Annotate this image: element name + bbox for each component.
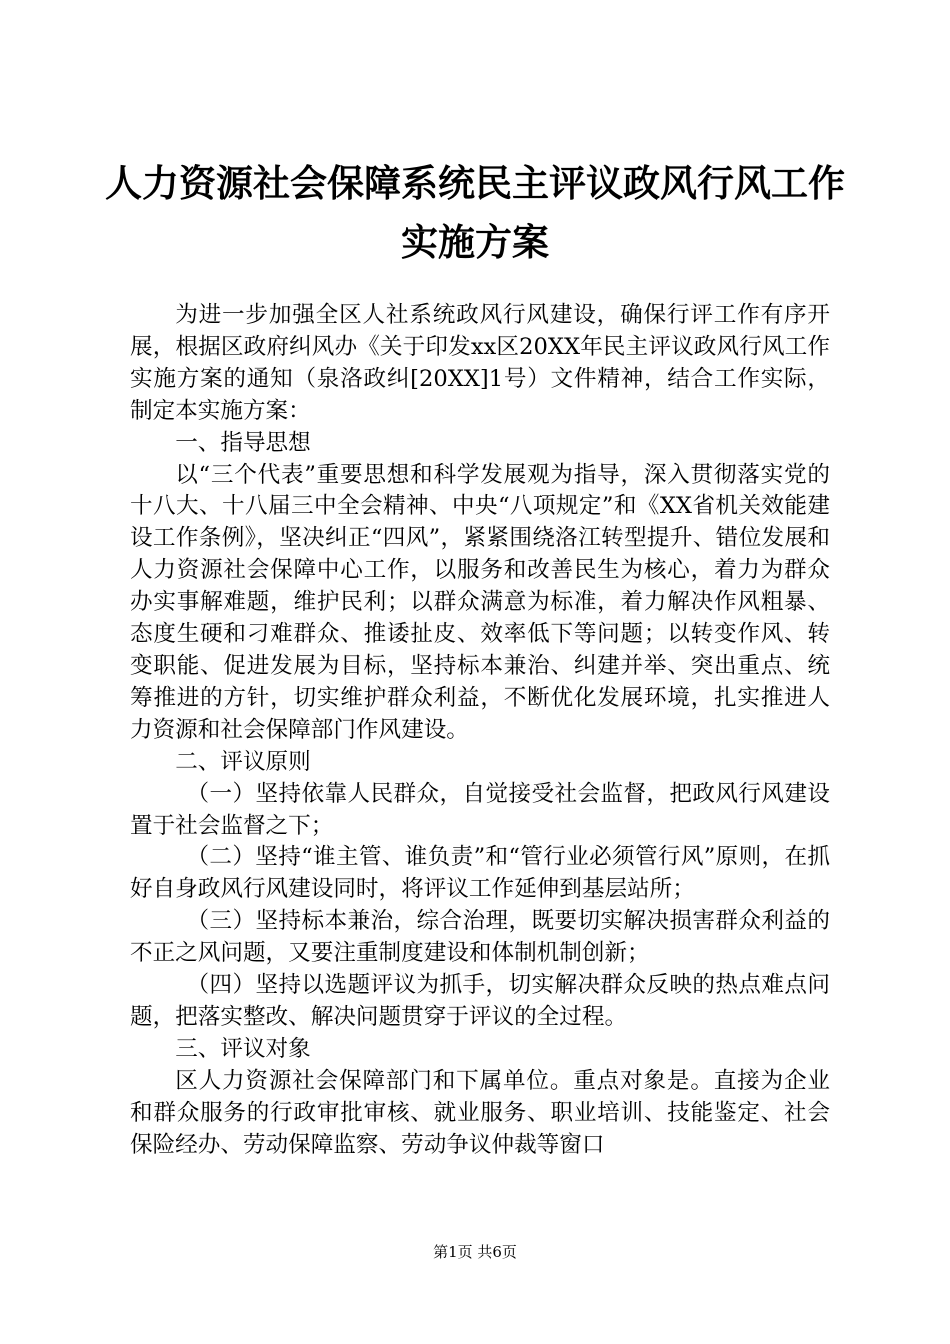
- guiding-ideology-paragraph: 以“三个代表”重要思想和科学发展观为指导，深入贯彻落实党的十八大、十八届三中全会精神、中央“八项规定”和《XX省机关效能建设工作条例》，坚决纠正“四风”，紧紧围绕洛江转型提升、错位发展和人力资源社会保障中心工作，以服务和改善民生为核心，着力为群众办实事解难题，维护民利；以群众满意为标准，着力解决作风粗暴、态度生硬和刁难群众、推诿扯皮、效率低下等问题；以转变作风、转变职能、促进发展为目标，坚持标本兼治、纠建并举、突出重点、统筹推进的方针，切实维护群众利益，不断优化发展环境，扎实推进人力资源和社会保障部门作风建设。: [130, 461, 830, 743]
- targets-paragraph: 区人力资源社会保障部门和下属单位。重点对象是。直接为企业和群众服务的行政审批审核、就业服务、职业培训、技能鉴定、社会保险经办、劳动保障监察、劳动争议仲裁等窗口: [130, 1067, 830, 1158]
- principle-item: （三）坚持标本兼治，综合治理，既要切实解决损害群众利益的不正之风问题，又要注重制度建设和体制机制创新；: [130, 908, 830, 967]
- principle-item: （一）坚持依靠人民群众，自觉接受社会监督，把政风行风建设置于社会监督之下；: [130, 780, 830, 839]
- section-heading-principles: 二、评议原则: [175, 748, 311, 775]
- document-body: [130, 300, 830, 1161]
- intro-paragraph: 为进一步加强全区人社系统政风行风建设，确保行评工作有序开展，根据区政府纠风办《关于印发xx区20XX年民主评议政风行风工作实施方案的通知（泉洛政纠[20XX]1号）文件精神，结合工作实际，制定本实施方案：: [130, 302, 830, 424]
- principle-item: （四）坚持以选题评议为抓手，切实解决群众反映的热点难点问题，把落实整改、解决问题贯穿于评议的全过程。: [130, 972, 830, 1030]
- section-heading-targets: 三、评议对象: [175, 1035, 311, 1062]
- section-heading-guiding-ideology: 一、指导思想: [175, 429, 311, 456]
- document-title-line2: 实施方案: [401, 221, 549, 264]
- document-title-line1: 人力资源社会保障系统民主评议政风行风工作: [105, 162, 845, 205]
- page-number-footer: 第1页 共6页: [433, 1243, 517, 1261]
- principle-item: （二）坚持“谁主管、谁负责”和“管行业必须管行风”原则，在抓好自身政风行风建设同时，将评议工作延伸到基层站所；: [130, 844, 830, 903]
